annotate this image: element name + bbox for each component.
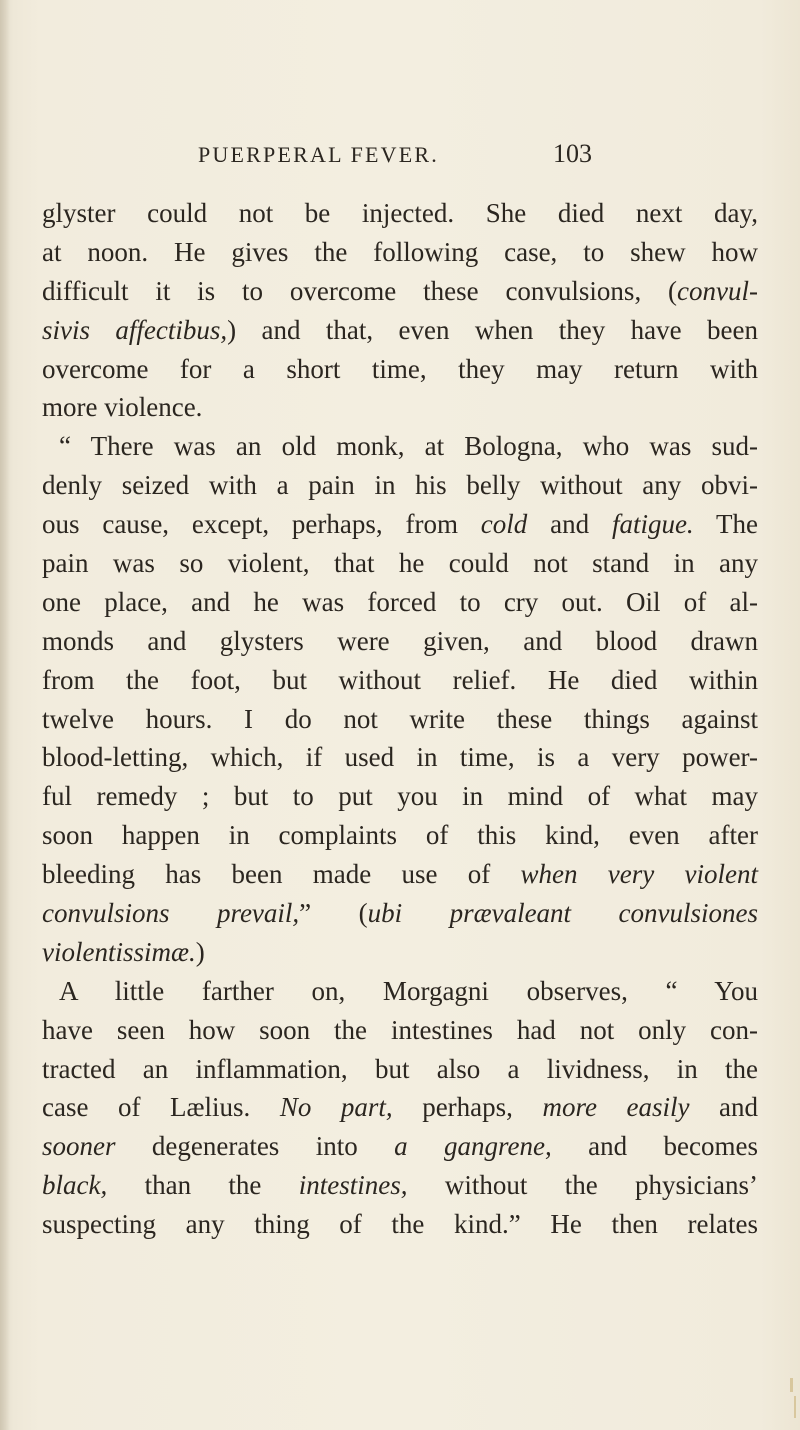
text-line xyxy=(42,894,758,933)
text-line xyxy=(42,855,758,894)
text-line xyxy=(42,816,758,855)
running-head xyxy=(0,139,800,172)
text-run: one place, and he was forced to cry out. Oil of al- xyxy=(42,586,758,617)
text-run: ) xyxy=(195,936,205,967)
text-run: and xyxy=(527,509,612,540)
text-line xyxy=(42,1011,758,1050)
text-run: ” ( xyxy=(299,898,368,929)
text-line xyxy=(42,311,758,350)
text-run: bleeding has been made use of xyxy=(42,859,521,890)
italic-text: more easily xyxy=(542,1092,690,1123)
binding-shadow xyxy=(0,0,10,1430)
italic-text: ubi prævaleant convulsiones xyxy=(367,898,758,929)
text-run: more violence. xyxy=(42,392,203,423)
text-run: soon happen in complaints of this kind, even after xyxy=(42,820,758,851)
text-run: and becomes xyxy=(551,1131,758,1162)
text-run: ful remedy ; but to put you in mind of what may xyxy=(42,781,758,812)
italic-text: cold xyxy=(480,509,528,540)
text-run: blood-letting, which, if used in time, is a very power- xyxy=(42,742,758,773)
text-run: ) and that, even when they have been xyxy=(227,314,758,345)
text-line xyxy=(42,466,758,505)
text-line xyxy=(42,233,758,272)
text-line xyxy=(42,272,758,311)
text-run: glyster could not be injected. She died next day, xyxy=(42,198,758,228)
text-run: than the xyxy=(107,1170,299,1201)
text-run: have seen how soon the intestines had not only con- xyxy=(42,1014,758,1045)
body-text xyxy=(42,194,758,1244)
text-line xyxy=(42,933,758,972)
text-run: at noon. He gives the following case, to shew how xyxy=(42,236,758,267)
text-line xyxy=(42,1205,758,1244)
text-run: tracted an inflammation, but also a lividness, in the xyxy=(42,1053,758,1084)
text-line xyxy=(42,622,758,661)
italic-text: convulsions prevail, xyxy=(42,898,300,929)
italic-text: violentissimæ. xyxy=(42,936,196,967)
text-run: “ There was an old monk, at Bologna, who was sud- xyxy=(59,431,758,462)
text-run: from the foot, but without relief. He died within xyxy=(42,664,758,695)
text-run: denly seized with a pain in his belly without any obvi- xyxy=(42,470,758,501)
text-line xyxy=(42,583,758,622)
italic-text: a gangrene, xyxy=(394,1131,552,1162)
text-line xyxy=(42,544,758,583)
page-number: 103 xyxy=(553,139,592,168)
running-title: PUERPERAL FEVER. xyxy=(198,142,439,167)
text-line xyxy=(42,388,758,427)
text-run: and xyxy=(689,1092,759,1123)
text-line xyxy=(42,194,758,233)
text-line xyxy=(42,350,758,389)
text-line xyxy=(42,1088,758,1127)
text-line xyxy=(42,1127,758,1166)
text-run: suspecting any thing of the kind.” He then relates xyxy=(42,1209,758,1240)
text-line xyxy=(42,1166,758,1205)
text-run: The xyxy=(693,509,759,540)
italic-text: when very violent xyxy=(520,859,758,890)
text-line xyxy=(42,1050,758,1089)
text-line xyxy=(42,661,758,700)
text-run: degenerates into xyxy=(115,1131,395,1162)
text-line xyxy=(42,427,758,466)
italic-text: sooner xyxy=(42,1131,116,1162)
text-run: perhaps, xyxy=(392,1092,543,1123)
italic-text: sivis affectibus, xyxy=(42,314,228,345)
text-run: overcome for a short time, they may return with xyxy=(42,353,758,384)
text-run: difficult it is to overcome these convulsions, ( xyxy=(42,275,678,306)
text-run: monds and glysters were given, and blood drawn xyxy=(42,625,758,656)
text-run: pain was so violent, that he could not stand in any xyxy=(42,548,758,579)
text-run: case of Lælius. xyxy=(42,1092,280,1123)
text-run: twelve hours. I do not write these things against xyxy=(42,703,758,734)
text-line xyxy=(42,700,758,739)
text-run: A little farther on, Morgagni observes, “ You xyxy=(59,975,758,1006)
italic-text: black, xyxy=(42,1170,108,1201)
text-line xyxy=(42,738,758,777)
italic-text: fatigue. xyxy=(611,509,694,540)
italic-text: No part, xyxy=(279,1092,393,1123)
text-run: ous cause, except, perhaps, from xyxy=(42,509,481,540)
italic-text: intestines, xyxy=(298,1170,408,1201)
italic-text: convul- xyxy=(677,275,758,306)
text-line xyxy=(42,972,758,1011)
text-line xyxy=(42,777,758,816)
text-run: without the physicians’ xyxy=(407,1170,758,1201)
page-edge-marks xyxy=(784,1370,800,1430)
text-line xyxy=(42,505,758,544)
